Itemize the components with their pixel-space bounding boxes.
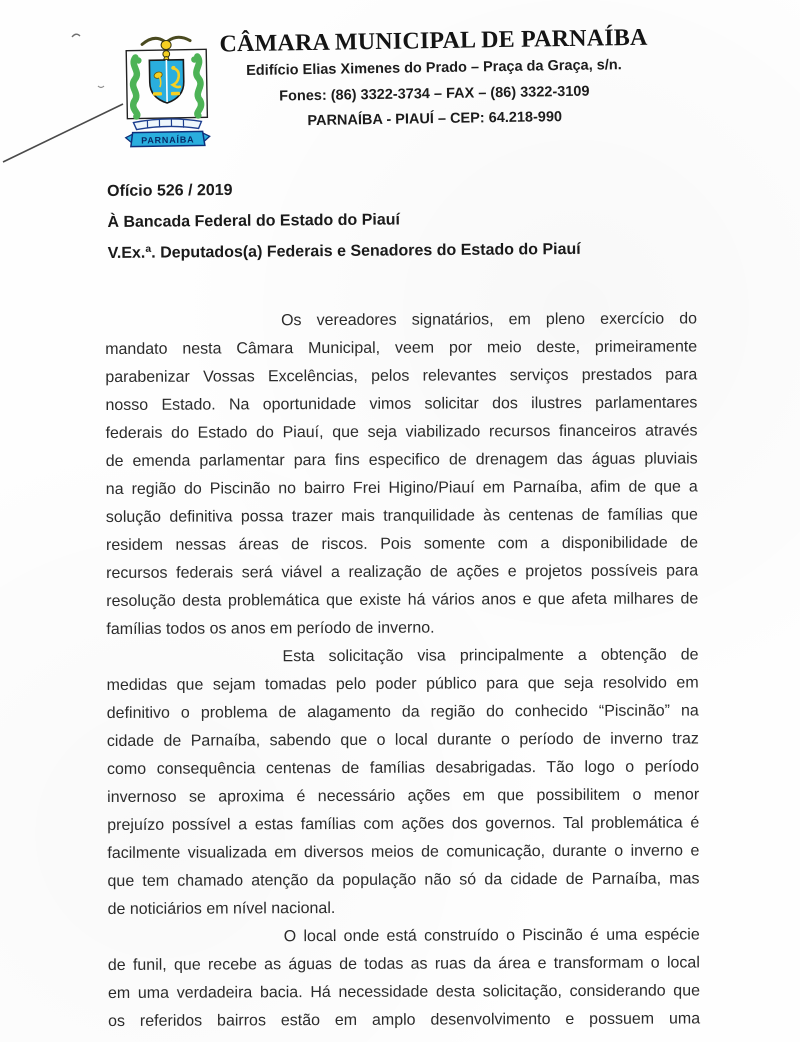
letter-line: federais do Estado do Piauí, que seja viabilizado recursos financeiros através: [105, 422, 698, 442]
letter-line: de noticiários em nível nacional.: [107, 900, 336, 918]
org-address: Edifício Elias Ximenes do Prado – Praça da Graça, s/n.: [246, 57, 622, 80]
org-phones: Fones: (86) 3322-3734 – FAX – (86) 3322-3109: [279, 83, 590, 105]
letter-body: [105, 305, 700, 1036]
letter-line: recursos federais será viável a realização de ações e projetos possíveis para: [106, 562, 699, 582]
letter-line: solução definitiva possa trazer mais tranquilidade às centenas de famílias que: [105, 506, 698, 526]
letter-line: Esta solicitação visa principalmente a obtenção de: [282, 646, 699, 666]
letter-line: parabenizar Vossas Excelências, pelos relevantes serviços prestados para: [105, 366, 698, 386]
letter-line: facilmente visualizada em diversos meios de comunicação, durante o inverno e: [107, 842, 700, 862]
letter-line: na região do Piscinão no bairro Frei Higino/Piauí em Parnaíba, afim de que a: [105, 478, 698, 498]
org-title: CÂMARA MUNICIPAL DE PARNAÍBA: [219, 24, 648, 58]
letter-line: famílias todos os anos em período de inverno.: [106, 619, 435, 638]
banner-text: PARNAÍBA: [141, 134, 195, 146]
letter-line: residem nessas áreas de riscos. Pois somente com a disponibilidade de: [105, 534, 699, 554]
reference-block: [107, 171, 728, 269]
letter-line: O local onde está construído o Piscinão é uma espécie: [283, 926, 700, 946]
letterhead: [183, 22, 685, 136]
letter-line: que tem chamado atenção da população não só da cidade de Parnaíba, mas: [107, 870, 700, 890]
letter-line: os referidos bairros estão em amplo desenvolvimento e possuem uma: [108, 1010, 701, 1030]
scan-mark-artifact: [98, 86, 104, 88]
letter-line: Os vereadores signatários, em pleno exercício do: [281, 310, 698, 330]
letter-line: cidade de Parnaíba, sabendo que o local durante o período de inverno traz: [106, 730, 699, 750]
shield-icon: [149, 60, 184, 104]
letter-line: resolução desta problemática que existe há vários anos e que afeta milhares de: [106, 590, 699, 610]
letter-line: como consequência centenas de famílias desabrigadas. Tão logo o período: [106, 758, 700, 778]
letter-line: definitivo o problema de alagamento da região do conhecido “Piscinão” na: [106, 702, 699, 722]
letter-line: em uma verdadeira bacia. Há necessidade desta solicitação, considerando que: [107, 982, 701, 1002]
org-city-cep: PARNAÍBA - PIAUÍ – CEP: 64.218-990: [307, 109, 563, 130]
letter-line: medidas que sejam tomadas pelo poder público para que seja resolvido em: [106, 674, 699, 694]
scan-line-artifact: [3, 104, 123, 162]
salutation: V.Ex.ª. Deputados(a) Federais e Senadores do Estado do Piauí: [107, 240, 581, 262]
scan-mark-artifact: [72, 34, 80, 37]
letter-line: nosso Estado. Na oportunidade vimos solicitar dos ilustres parlamentares: [105, 394, 698, 414]
letter-line: de funil, que recebe as águas de todas as ruas da área e transformam o local: [107, 954, 700, 974]
office-number: Ofício 526 / 2019: [107, 181, 233, 200]
letter-line: mandato nesta Câmara Municipal, veem por meio deste, primeiramente: [105, 338, 698, 358]
letter-line: prejuízo possível a estas famílias com ações dos governos. Tal problemática é: [107, 814, 700, 834]
addressee: À Bancada Federal do Estado do Piauí: [107, 211, 400, 231]
letter-line: invernoso se aproxima é necessário ações em que possibilitem o menor: [107, 786, 700, 806]
letter-line: de emenda parlamentar para fins especifico de drenagem das águas pluviais: [105, 450, 698, 470]
